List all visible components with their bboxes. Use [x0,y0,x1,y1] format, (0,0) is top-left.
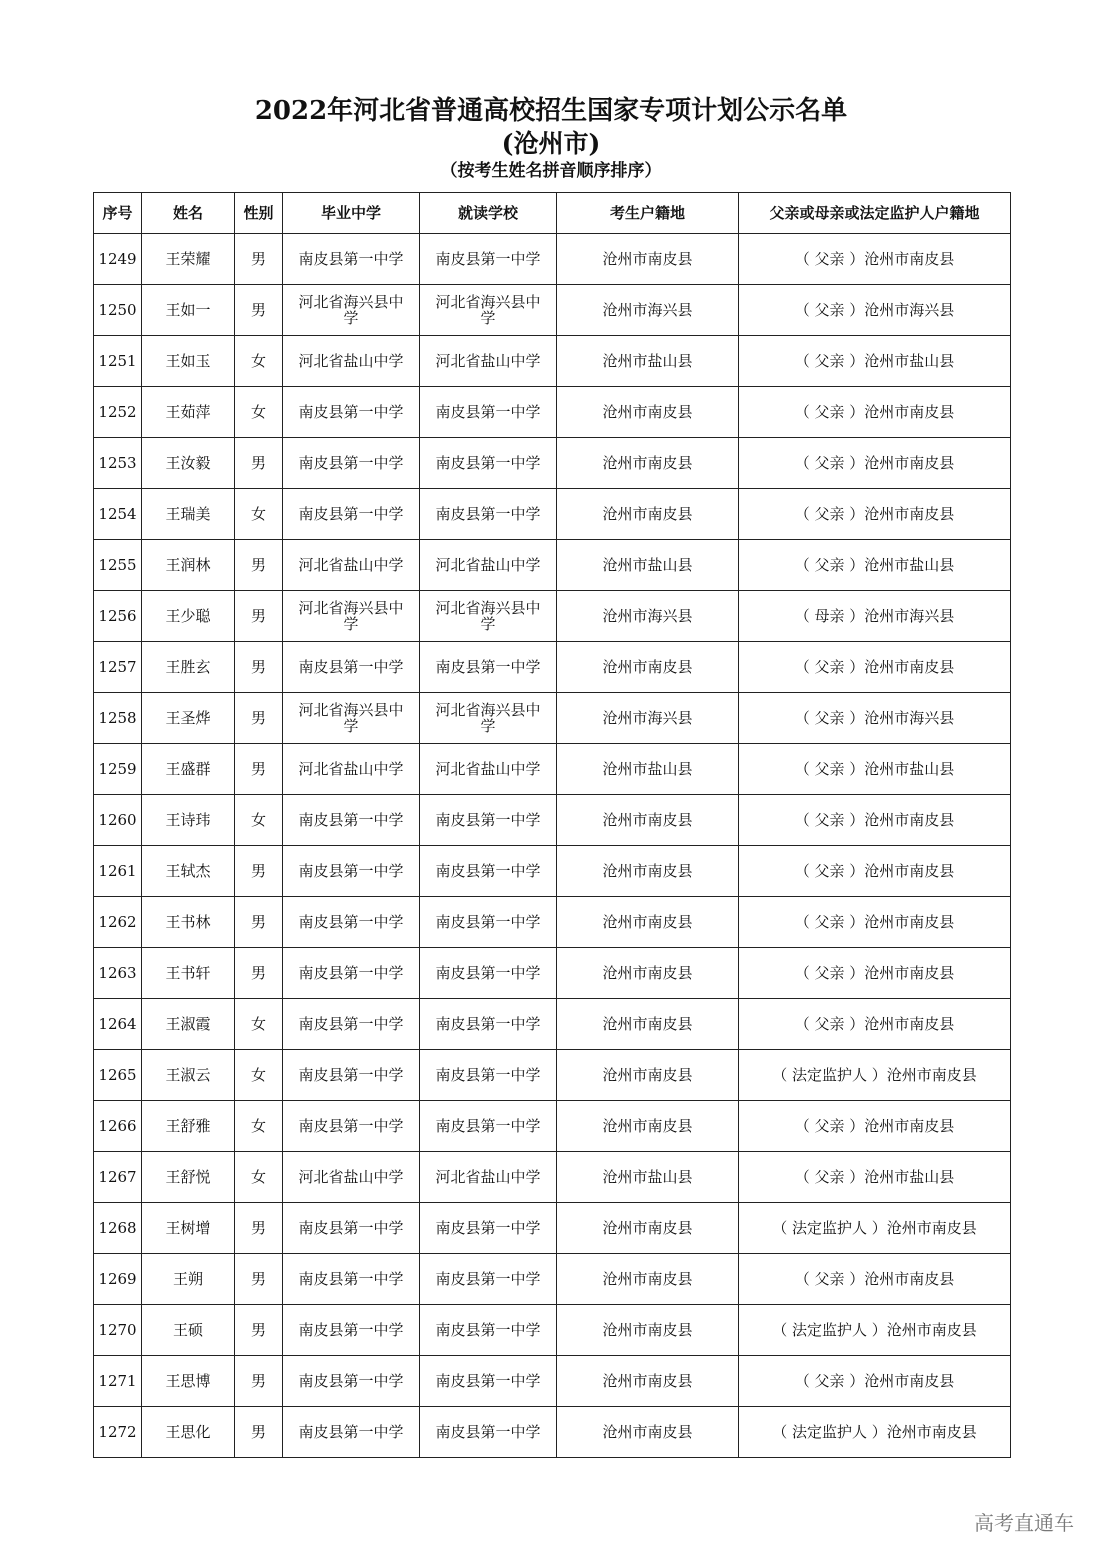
cell-name: 王思化 [142,1407,235,1458]
cell-guardian-registration: （ 法定监护人 ）沧州市南皮县 [739,1050,1011,1101]
table-row [94,591,1011,642]
cell-guardian-registration: （ 法定监护人 ）沧州市南皮县 [739,1407,1011,1458]
cell-index: 1262 [94,897,142,948]
table-row [94,795,1011,846]
table-header-row [94,193,1011,234]
cell-graduated-school: 南皮县第一中学 [283,846,420,897]
cell-index: 1260 [94,795,142,846]
cell-graduated-school: 南皮县第一中学 [283,1407,420,1458]
cell-guardian-registration: （ 父亲 ）沧州市南皮县 [739,438,1011,489]
cell-graduated-school: 南皮县第一中学 [283,1305,420,1356]
cell-name: 王胜玄 [142,642,235,693]
cell-guardian-registration: （ 父亲 ）沧州市南皮县 [739,846,1011,897]
table-row [94,1152,1011,1203]
cell-graduated-school: 南皮县第一中学 [283,1101,420,1152]
table-row [94,948,1011,999]
cell-name: 王书林 [142,897,235,948]
cell-index: 1252 [94,387,142,438]
cell-index: 1261 [94,846,142,897]
header-current-school: 就读学校 [420,193,557,234]
cell-index: 1267 [94,1152,142,1203]
cell-current-school: 河北省盐山中学 [420,540,557,591]
cell-household-registration: 沧州市南皮县 [557,1356,739,1407]
cell-graduated-school: 河北省海兴县中学 [283,285,420,336]
cell-gender: 男 [235,693,283,744]
cell-household-registration: 沧州市南皮县 [557,846,739,897]
cell-index: 1255 [94,540,142,591]
cell-graduated-school: 河北省盐山中学 [283,540,420,591]
table-row [94,642,1011,693]
cell-current-school: 南皮县第一中学 [420,1050,557,1101]
cell-current-school: 南皮县第一中学 [420,897,557,948]
cell-guardian-registration: （ 父亲 ）沧州市海兴县 [739,285,1011,336]
cell-guardian-registration: （ 母亲 ）沧州市海兴县 [739,591,1011,642]
cell-household-registration: 沧州市南皮县 [557,897,739,948]
document-subtitle-city: (沧州市) [501,129,601,158]
cell-name: 王润林 [142,540,235,591]
cell-graduated-school: 南皮县第一中学 [283,234,420,285]
cell-gender: 男 [235,285,283,336]
cell-current-school: 河北省海兴县中学 [420,591,557,642]
cell-name: 王瑞美 [142,489,235,540]
cell-household-registration: 沧州市盐山县 [557,540,739,591]
cell-index: 1249 [94,234,142,285]
cell-gender: 男 [235,1254,283,1305]
cell-guardian-registration: （ 父亲 ）沧州市南皮县 [739,387,1011,438]
cell-name: 王如玉 [142,336,235,387]
cell-current-school: 南皮县第一中学 [420,795,557,846]
cell-graduated-school: 南皮县第一中学 [283,387,420,438]
cell-household-registration: 沧州市南皮县 [557,1203,739,1254]
cell-household-registration: 沧州市南皮县 [557,999,739,1050]
cell-household-registration: 沧州市南皮县 [557,1254,739,1305]
table-row [94,744,1011,795]
table-row [94,897,1011,948]
candidate-table [93,192,1011,1458]
cell-index: 1271 [94,1356,142,1407]
cell-name: 王盛群 [142,744,235,795]
cell-current-school: 南皮县第一中学 [420,234,557,285]
cell-guardian-registration: （ 父亲 ）沧州市盐山县 [739,1152,1011,1203]
cell-gender: 男 [235,438,283,489]
table-row [94,999,1011,1050]
cell-graduated-school: 南皮县第一中学 [283,642,420,693]
cell-gender: 女 [235,1101,283,1152]
cell-name: 王淑云 [142,1050,235,1101]
cell-graduated-school: 南皮县第一中学 [283,438,420,489]
cell-graduated-school: 河北省盐山中学 [283,336,420,387]
cell-graduated-school: 河北省海兴县中学 [283,693,420,744]
cell-household-registration: 沧州市盐山县 [557,336,739,387]
cell-current-school: 河北省盐山中学 [420,1152,557,1203]
cell-index: 1268 [94,1203,142,1254]
table-row [94,387,1011,438]
cell-index: 1265 [94,1050,142,1101]
table-body [94,234,1011,1458]
cell-name: 王如一 [142,285,235,336]
cell-current-school: 南皮县第一中学 [420,846,557,897]
cell-household-registration: 沧州市南皮县 [557,489,739,540]
cell-household-registration: 沧州市南皮县 [557,387,739,438]
cell-graduated-school: 河北省盐山中学 [283,1152,420,1203]
header-gender: 性别 [235,193,283,234]
cell-current-school: 河北省盐山中学 [420,744,557,795]
cell-gender: 男 [235,1305,283,1356]
cell-graduated-school: 南皮县第一中学 [283,1203,420,1254]
cell-guardian-registration: （ 父亲 ）沧州市盐山县 [739,336,1011,387]
cell-guardian-registration: （ 父亲 ）沧州市南皮县 [739,948,1011,999]
cell-gender: 男 [235,540,283,591]
cell-guardian-registration: （ 父亲 ）沧州市盐山县 [739,540,1011,591]
cell-name: 王树增 [142,1203,235,1254]
cell-household-registration: 沧州市南皮县 [557,1101,739,1152]
cell-current-school: 河北省海兴县中学 [420,693,557,744]
watermark: 高考直通车 [974,1511,1074,1535]
table-row [94,1407,1011,1458]
header-index: 序号 [94,193,142,234]
header-graduated-school: 毕业中学 [283,193,420,234]
cell-graduated-school: 南皮县第一中学 [283,1050,420,1101]
cell-guardian-registration: （ 父亲 ）沧州市盐山县 [739,744,1011,795]
cell-index: 1257 [94,642,142,693]
cell-name: 王茹萍 [142,387,235,438]
cell-guardian-registration: （ 父亲 ）沧州市南皮县 [739,999,1011,1050]
cell-current-school: 南皮县第一中学 [420,1356,557,1407]
cell-name: 王舒雅 [142,1101,235,1152]
cell-gender: 男 [235,897,283,948]
cell-guardian-registration: （ 父亲 ）沧州市南皮县 [739,1101,1011,1152]
table-row [94,1254,1011,1305]
table-row [94,693,1011,744]
cell-graduated-school: 南皮县第一中学 [283,795,420,846]
cell-gender: 女 [235,795,283,846]
table-row [94,285,1011,336]
cell-household-registration: 沧州市海兴县 [557,591,739,642]
cell-guardian-registration: （ 父亲 ）沧州市海兴县 [739,693,1011,744]
cell-household-registration: 沧州市南皮县 [557,438,739,489]
header-household-registration: 考生户籍地 [557,193,739,234]
cell-gender: 男 [235,1203,283,1254]
table-row [94,234,1011,285]
cell-graduated-school: 河北省海兴县中学 [283,591,420,642]
cell-name: 王轼杰 [142,846,235,897]
cell-household-registration: 沧州市南皮县 [557,1050,739,1101]
table-row [94,336,1011,387]
cell-current-school: 南皮县第一中学 [420,642,557,693]
cell-guardian-registration: （ 法定监护人 ）沧州市南皮县 [739,1305,1011,1356]
cell-guardian-registration: （ 父亲 ）沧州市南皮县 [739,642,1011,693]
cell-index: 1258 [94,693,142,744]
cell-index: 1270 [94,1305,142,1356]
cell-gender: 女 [235,336,283,387]
cell-current-school: 河北省海兴县中学 [420,285,557,336]
cell-guardian-registration: （ 父亲 ）沧州市南皮县 [739,897,1011,948]
cell-current-school: 南皮县第一中学 [420,1305,557,1356]
table-row [94,846,1011,897]
cell-current-school: 南皮县第一中学 [420,489,557,540]
cell-name: 王诗玮 [142,795,235,846]
cell-index: 1269 [94,1254,142,1305]
cell-name: 王硕 [142,1305,235,1356]
cell-guardian-registration: （ 父亲 ）沧州市南皮县 [739,795,1011,846]
header-guardian-registration: 父亲或母亲或法定监护人户籍地 [739,193,1011,234]
cell-gender: 男 [235,744,283,795]
cell-current-school: 南皮县第一中学 [420,1407,557,1458]
cell-gender: 女 [235,489,283,540]
cell-household-registration: 沧州市南皮县 [557,948,739,999]
cell-name: 王荣耀 [142,234,235,285]
header-name: 姓名 [142,193,235,234]
cell-household-registration: 沧州市南皮县 [557,1305,739,1356]
cell-current-school: 南皮县第一中学 [420,999,557,1050]
cell-graduated-school: 南皮县第一中学 [283,897,420,948]
cell-index: 1251 [94,336,142,387]
cell-graduated-school: 南皮县第一中学 [283,999,420,1050]
table-row [94,1050,1011,1101]
cell-name: 王少聪 [142,591,235,642]
cell-name: 王淑霞 [142,999,235,1050]
cell-current-school: 南皮县第一中学 [420,438,557,489]
cell-guardian-registration: （ 法定监护人 ）沧州市南皮县 [739,1203,1011,1254]
cell-index: 1256 [94,591,142,642]
cell-current-school: 河北省盐山中学 [420,336,557,387]
cell-graduated-school: 南皮县第一中学 [283,1356,420,1407]
cell-gender: 男 [235,1407,283,1458]
cell-index: 1264 [94,999,142,1050]
cell-current-school: 南皮县第一中学 [420,1254,557,1305]
cell-name: 王汝毅 [142,438,235,489]
cell-household-registration: 沧州市盐山县 [557,744,739,795]
cell-gender: 女 [235,1050,283,1101]
cell-index: 1266 [94,1101,142,1152]
table-row [94,438,1011,489]
cell-index: 1254 [94,489,142,540]
cell-gender: 男 [235,591,283,642]
cell-name: 王朔 [142,1254,235,1305]
table-row [94,489,1011,540]
cell-guardian-registration: （ 父亲 ）沧州市南皮县 [739,489,1011,540]
cell-index: 1272 [94,1407,142,1458]
cell-gender: 女 [235,1152,283,1203]
cell-gender: 女 [235,999,283,1050]
cell-index: 1263 [94,948,142,999]
cell-current-school: 南皮县第一中学 [420,948,557,999]
table-row [94,540,1011,591]
cell-current-school: 南皮县第一中学 [420,387,557,438]
cell-index: 1250 [94,285,142,336]
table-row [94,1203,1011,1254]
cell-index: 1253 [94,438,142,489]
cell-graduated-school: 南皮县第一中学 [283,489,420,540]
table-row [94,1356,1011,1407]
cell-gender: 男 [235,846,283,897]
cell-household-registration: 沧州市南皮县 [557,642,739,693]
cell-household-registration: 沧州市海兴县 [557,693,739,744]
cell-current-school: 南皮县第一中学 [420,1101,557,1152]
cell-guardian-registration: （ 父亲 ）沧州市南皮县 [739,1254,1011,1305]
table-row [94,1305,1011,1356]
cell-guardian-registration: （ 父亲 ）沧州市南皮县 [739,234,1011,285]
cell-index: 1259 [94,744,142,795]
cell-name: 王思博 [142,1356,235,1407]
cell-current-school: 南皮县第一中学 [420,1203,557,1254]
table-row [94,1101,1011,1152]
cell-name: 王舒悦 [142,1152,235,1203]
cell-household-registration: 沧州市海兴县 [557,285,739,336]
cell-graduated-school: 南皮县第一中学 [283,948,420,999]
cell-graduated-school: 南皮县第一中学 [283,1254,420,1305]
cell-household-registration: 沧州市南皮县 [557,1407,739,1458]
cell-gender: 男 [235,1356,283,1407]
cell-gender: 男 [235,642,283,693]
cell-name: 王圣烨 [142,693,235,744]
cell-gender: 女 [235,387,283,438]
document-title: 2022年河北省普通高校招生国家专项计划公示名单 [254,96,848,126]
cell-household-registration: 沧州市盐山县 [557,1152,739,1203]
cell-household-registration: 沧州市南皮县 [557,795,739,846]
cell-guardian-registration: （ 父亲 ）沧州市南皮县 [739,1356,1011,1407]
cell-gender: 男 [235,234,283,285]
cell-name: 王书轩 [142,948,235,999]
cell-household-registration: 沧州市南皮县 [557,234,739,285]
document-sort-note: （按考生姓名拼音顺序排序） [440,161,662,181]
cell-gender: 男 [235,948,283,999]
cell-graduated-school: 河北省盐山中学 [283,744,420,795]
